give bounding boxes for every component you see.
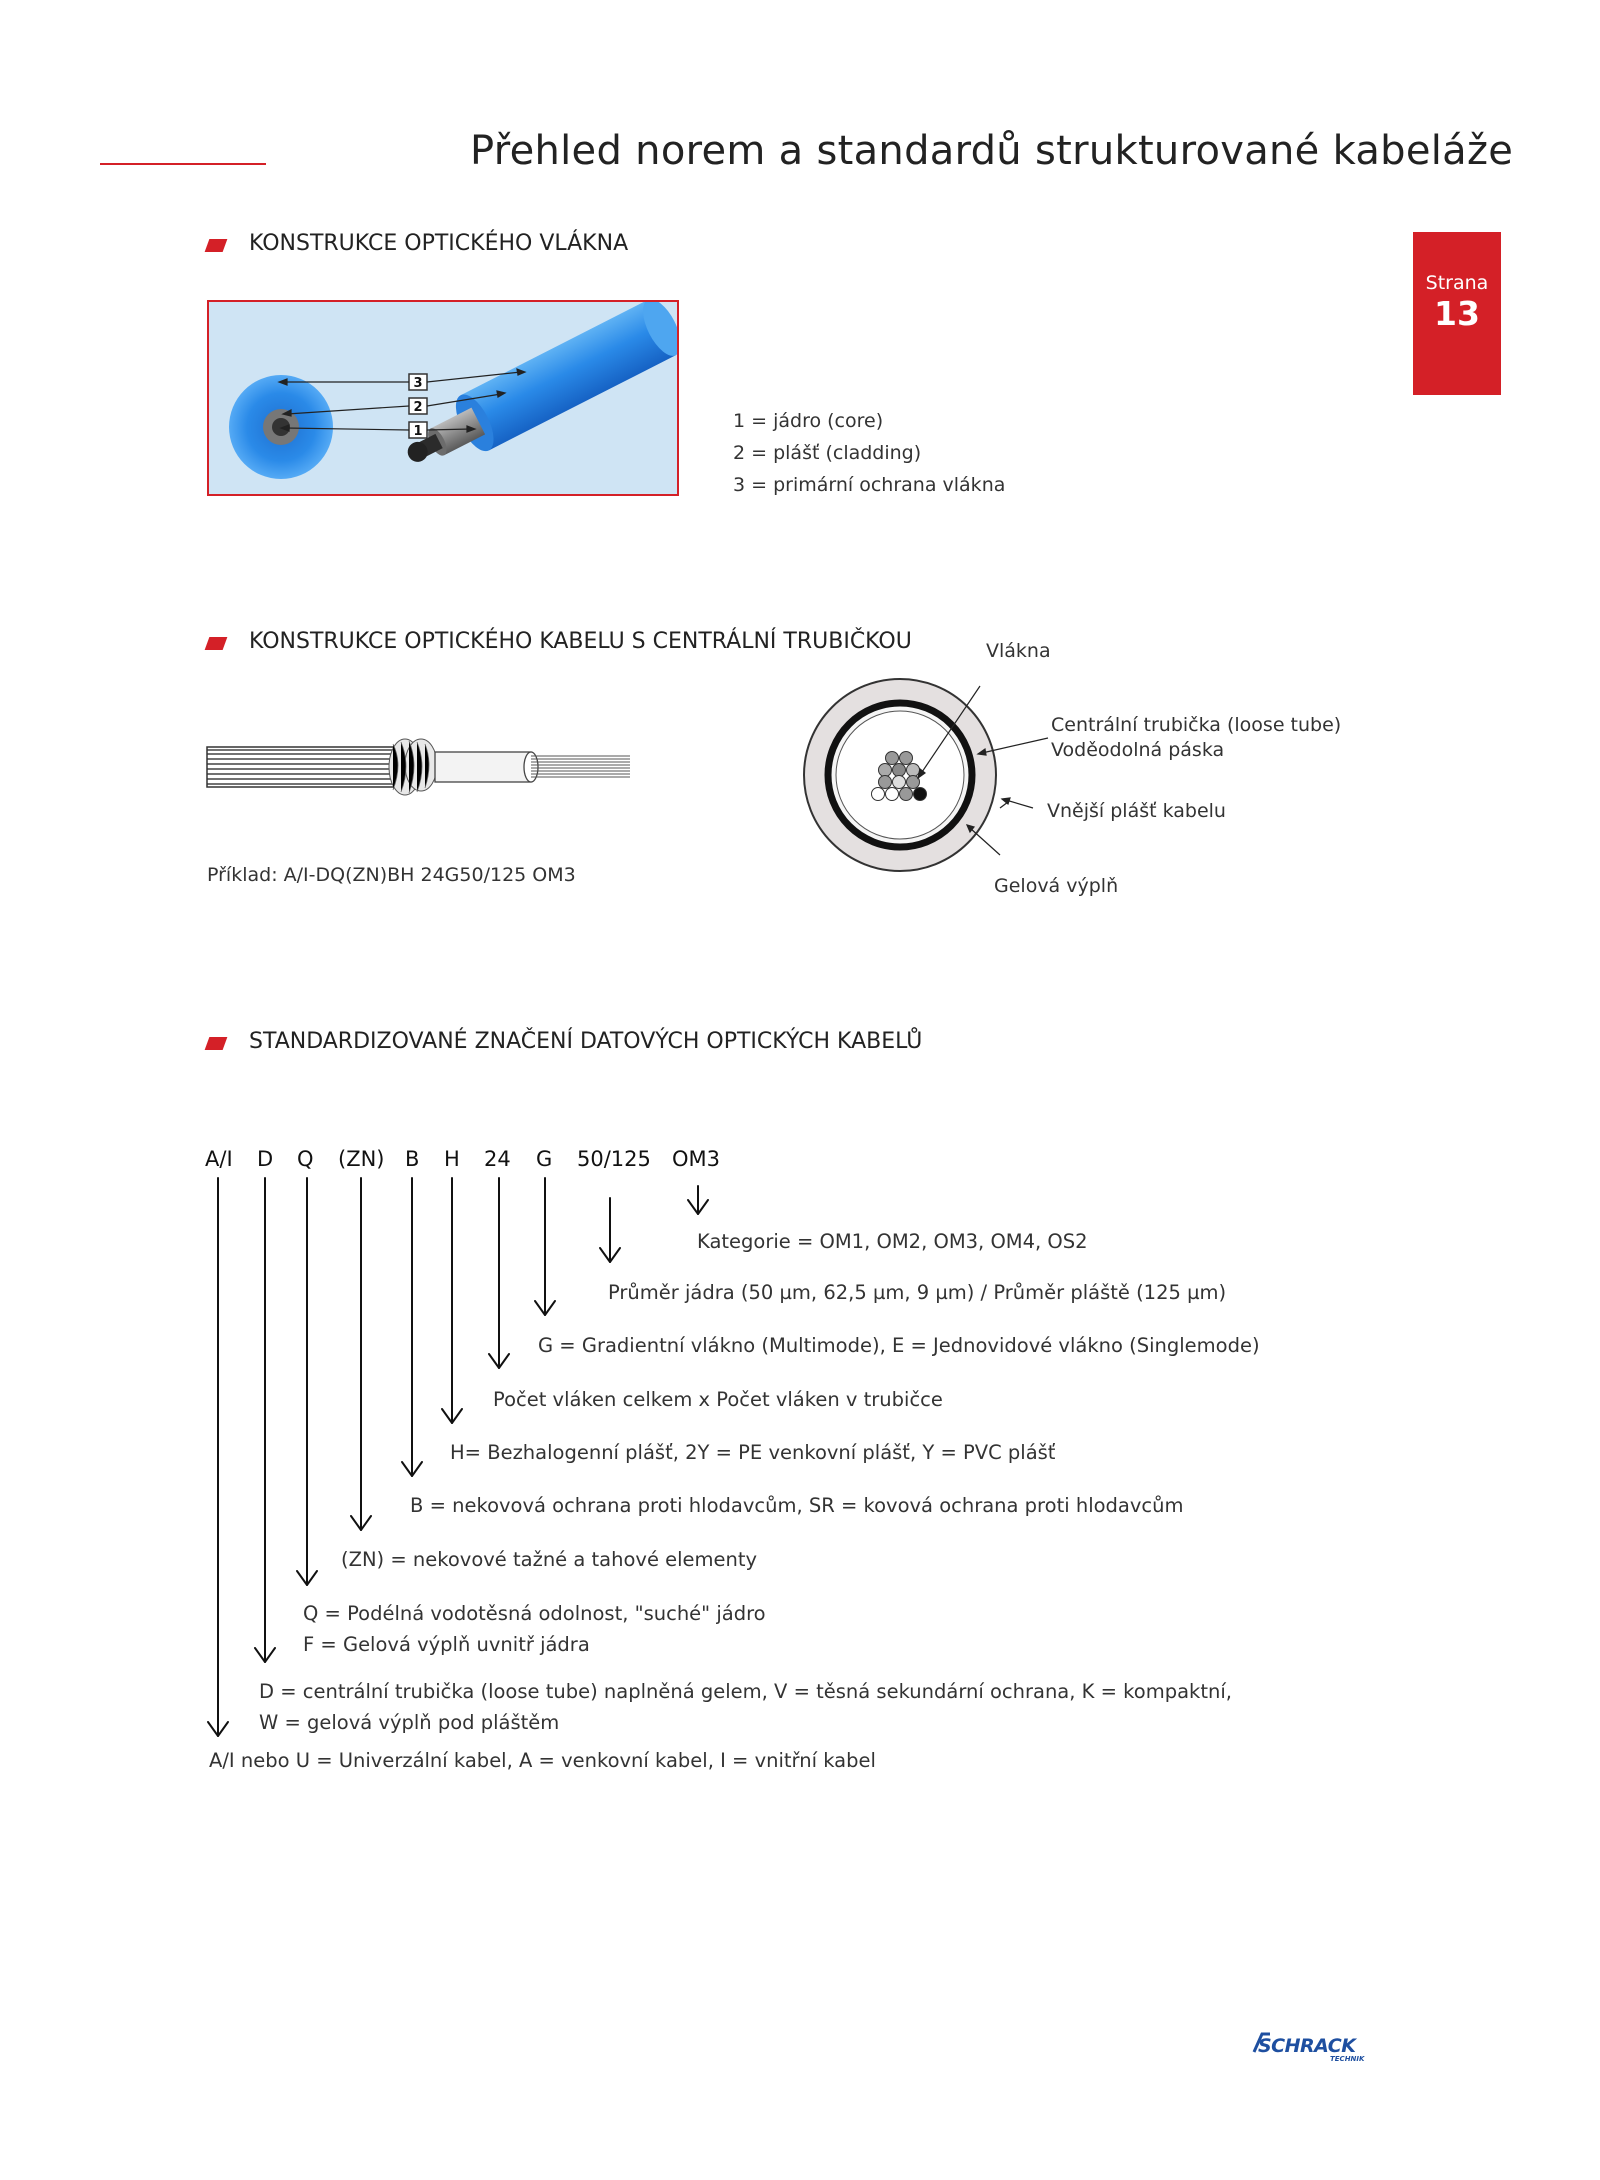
marking-description: Q = Podélná vodotěsná odolnost, "suché" jádro [303, 1602, 766, 1625]
page-label: Strana [1425, 272, 1489, 294]
logo-text: SCHRACK [1258, 2035, 1356, 2057]
code-token: B [405, 1147, 420, 1171]
marking-description: Kategorie = OM1, OM2, OM3, OM4, OS2 [697, 1230, 1088, 1253]
section-heading-text: KONSTRUKCE OPTICKÉHO KABELU S CENTRÁLNÍ TRUBIČKOU [249, 629, 912, 654]
title-accent-line [100, 163, 266, 165]
side-view-coating [461, 302, 676, 450]
code-token: G [536, 1147, 553, 1171]
section-heading-cable [249, 629, 912, 654]
cable-leader-lines [900, 650, 1320, 890]
marking-description: F = Gelová výplň uvnitř jádra [303, 1633, 590, 1656]
label-number-3: 3 [413, 376, 423, 391]
label-central-tube: Centrální trubička (loose tube) [1051, 714, 1342, 736]
marking-description: B = nekovová ochrana proti hlodavcům, SR = kovová ochrana proti hlodavcům [410, 1494, 1184, 1517]
fiber-diagram-svg [209, 302, 677, 494]
marking-description: H= Bezhalogenní plášť, 2Y = PE venkovní plášť, Y = PVC plášť [450, 1441, 1056, 1464]
cable-side-view [205, 722, 645, 812]
code-token: (ZN) [338, 1147, 385, 1171]
fiber-legend-item: 3 = primární ochrana vlákna [733, 474, 1006, 496]
label-water-tape: Voděodolná páska [1051, 739, 1225, 761]
cable-example: Příklad: A/I-DQ(ZN)BH 24G50/125 OM3 [207, 864, 576, 886]
code-token: A/I [205, 1147, 233, 1171]
label-number-1: 1 [413, 424, 423, 439]
logo-subtext: TECHNIK [1330, 2055, 1365, 2063]
page-number-tab [1413, 232, 1501, 395]
label-gel: Gelová výplň [994, 875, 1119, 897]
section-bullet-icon [205, 239, 228, 252]
code-token: D [257, 1147, 274, 1171]
label-number-2: 2 [413, 400, 423, 415]
section-bullet-icon [205, 637, 228, 650]
marking-description: D = centrální trubička (loose tube) naplněná gelem, V = těsná sekundární ochrana, K = kompaktní, [259, 1680, 1232, 1703]
fiber-diagram [207, 300, 679, 496]
section-bullet-icon [205, 1037, 228, 1050]
marking-description: G = Gradientní vlákno (Multimode), E = Jednovidové vlákno (Singlemode) [538, 1334, 1260, 1357]
section-heading-marking [249, 1029, 922, 1054]
code-token: 24 [484, 1147, 511, 1171]
marking-description: Počet vláken celkem x Počet vláken v trubičce [493, 1388, 943, 1411]
code-token: 50/125 [577, 1147, 651, 1171]
page-number: 13 [1434, 294, 1480, 333]
marking-description: Průměr jádra (50 µm, 62,5 µm, 9 µm) / Průměr pláště (125 µm) [608, 1281, 1227, 1304]
marking-description: W = gelová výplň pod pláštěm [259, 1711, 560, 1734]
section-heading-text: STANDARDIZOVANÉ ZNAČENÍ DATOVÝCH OPTICKÝCH KABELŮ [249, 1029, 923, 1054]
schrack-logo [1250, 2028, 1380, 2068]
label-fibers: Vlákna [986, 640, 1051, 662]
code-token: OM3 [672, 1147, 721, 1171]
section-heading-fiber [249, 231, 628, 256]
code-token: H [444, 1147, 460, 1171]
section-heading-text: KONSTRUKCE OPTICKÉHO VLÁKNA [249, 231, 629, 256]
marking-description: A/I nebo U = Univerzální kabel, A = venkovní kabel, I = vnitřní kabel [209, 1749, 876, 1772]
page-title: Přehled norem a standardů strukturované kabeláže [470, 128, 1514, 174]
code-token: Q [297, 1147, 314, 1171]
marking-description: (ZN) = nekovové tažné a tahové elementy [341, 1548, 758, 1571]
label-outer-sheath: Vnější plášť kabelu [1047, 800, 1226, 822]
fiber-legend-item: 2 = plášť (cladding) [733, 442, 922, 464]
fiber-legend-item: 1 = jádro (core) [733, 410, 884, 432]
